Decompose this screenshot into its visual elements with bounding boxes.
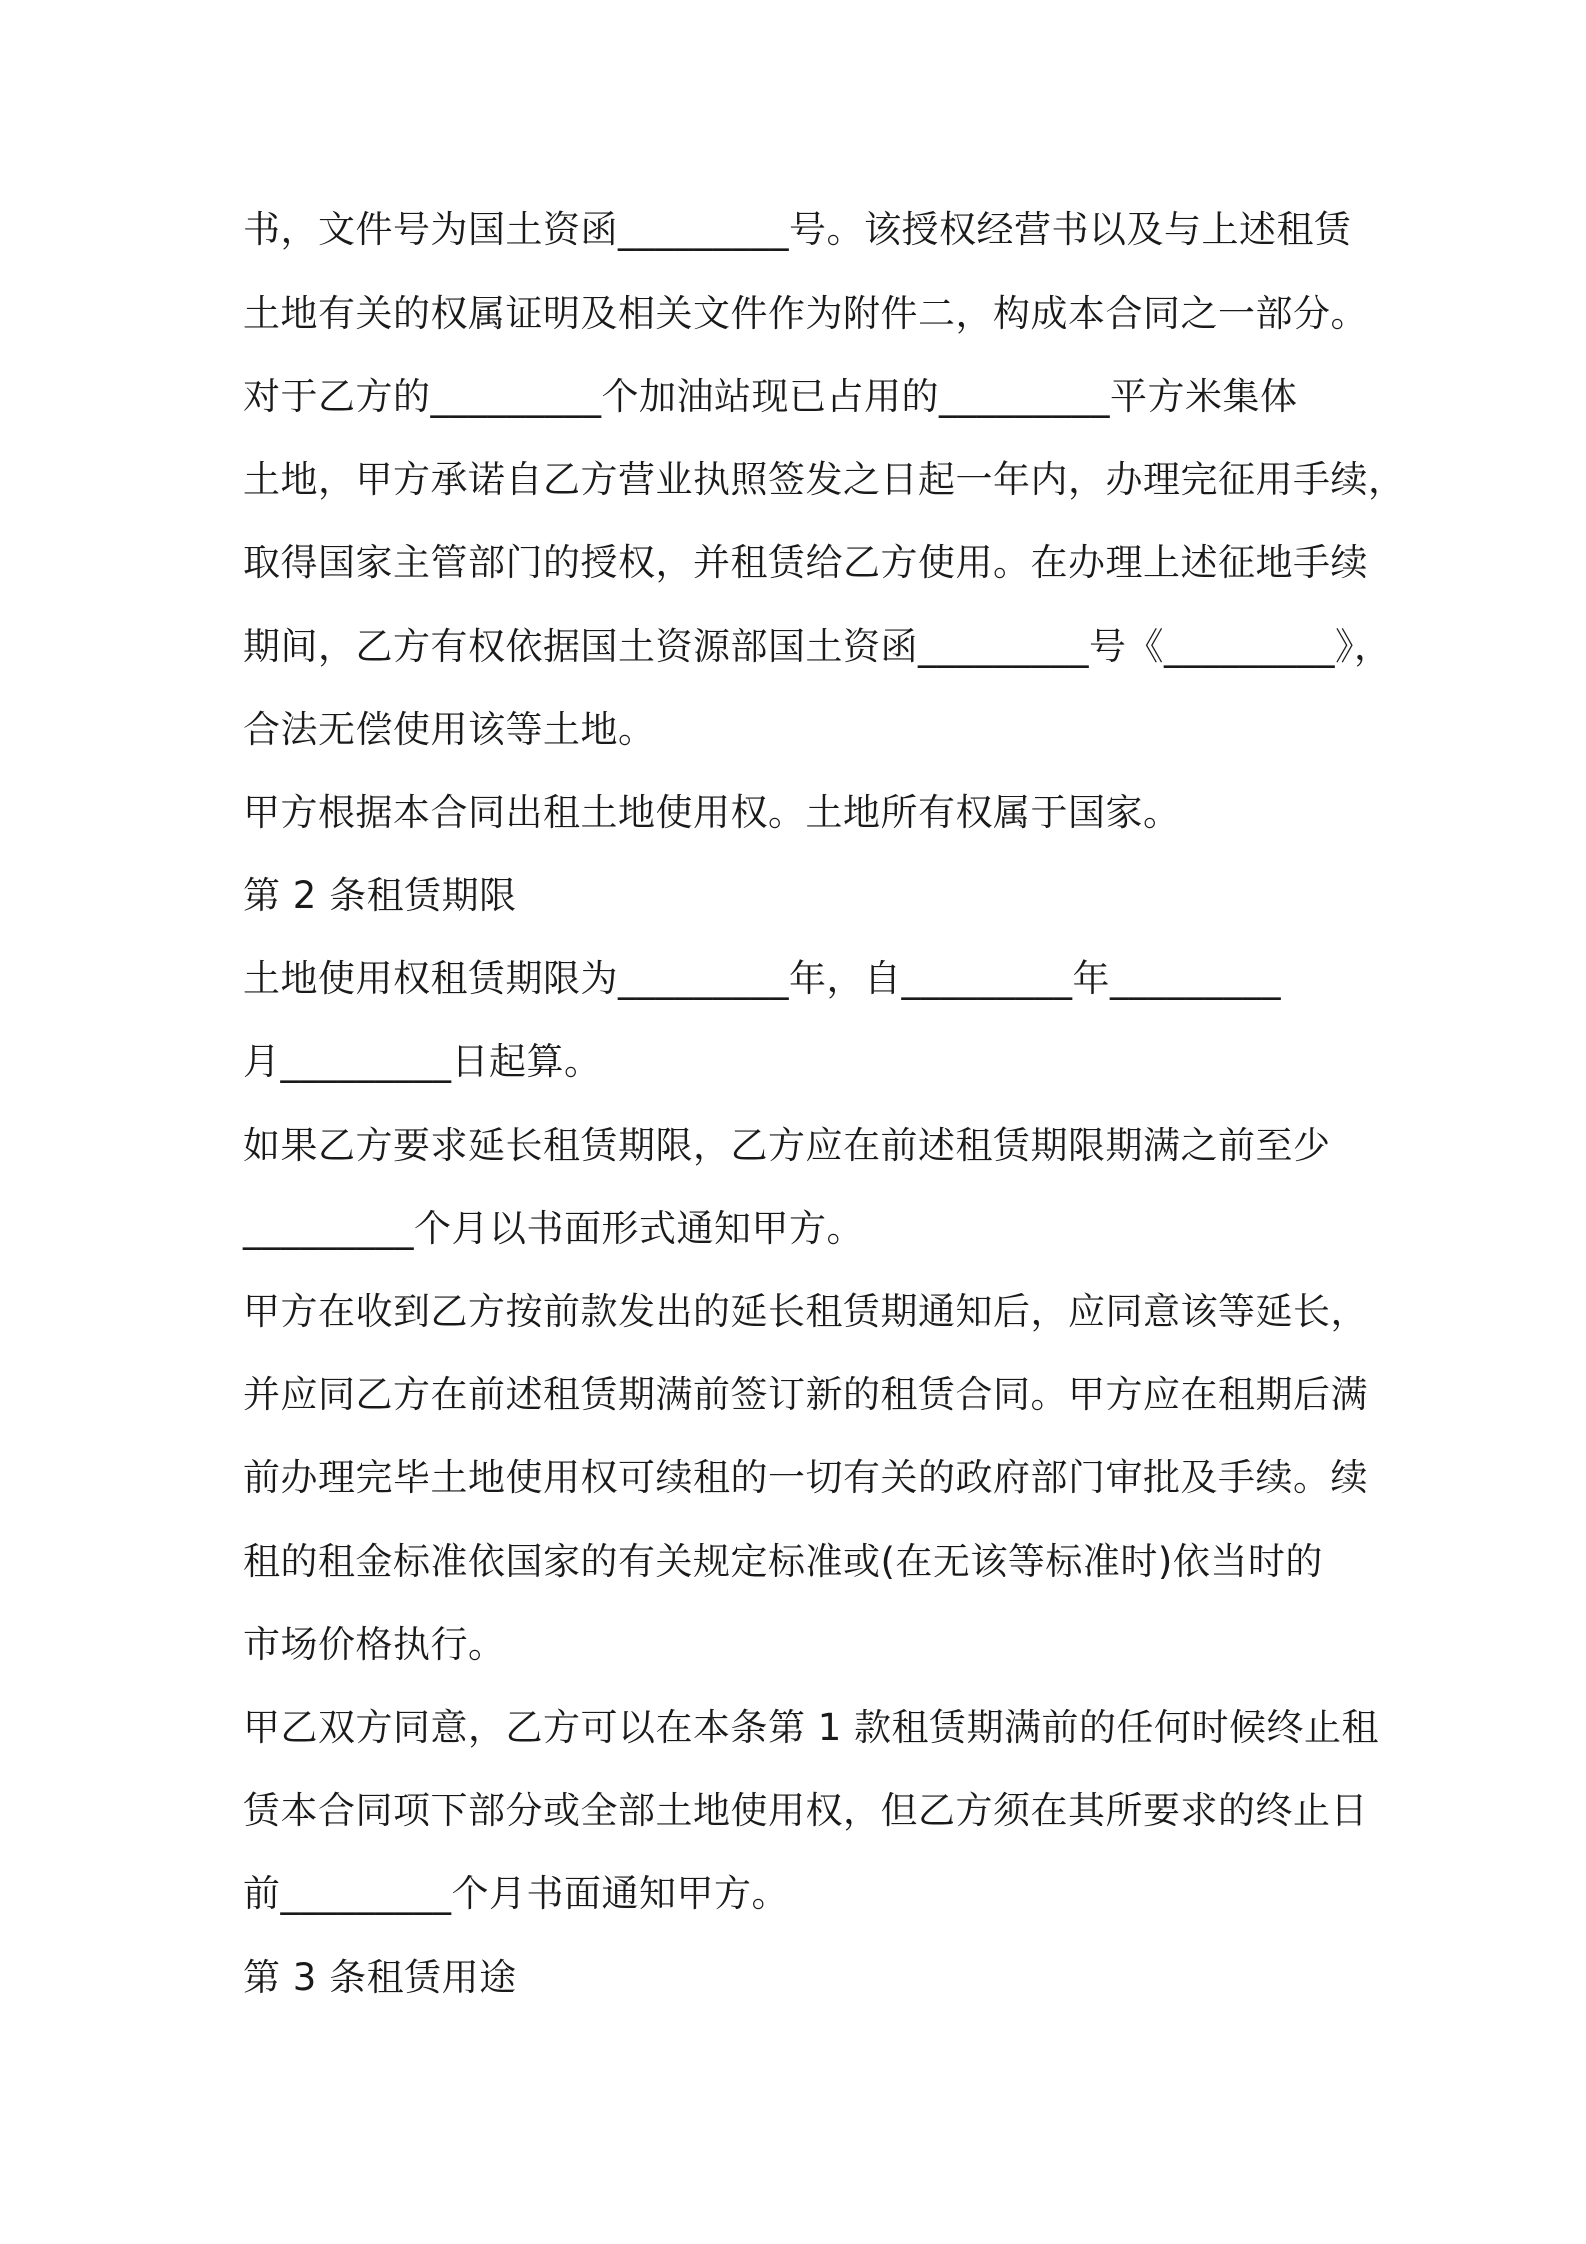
text-line: 甲方根据本合同出租土地使用权。土地所有权属于国家。 xyxy=(243,791,1181,834)
text-line: 前_________个月书面通知甲方。 xyxy=(243,1872,789,1915)
section-heading: 第 2 条租赁期限 xyxy=(243,874,517,917)
text-line: 赁本合同项下部分或全部土地使用权，但乙方须在其所要求的终止日 xyxy=(243,1789,1368,1832)
text-line: 合法无偿使用该等土地。 xyxy=(243,708,656,751)
text-line: 对于乙方的_________个加油站现已占用的_________平方米集体 xyxy=(243,375,1298,418)
text-line: 书，文件号为国土资函_________号。该授权经营书以及与上述租赁 xyxy=(243,208,1352,251)
text-line: _________个月以书面形式通知甲方。 xyxy=(243,1207,864,1250)
text-line: 取得国家主管部门的授权，并租赁给乙方使用。在办理上述征地手续 xyxy=(243,541,1368,584)
text-line: 土地有关的权属证明及相关文件作为附件二，构成本合同之一部分。 xyxy=(243,292,1368,335)
text-line: 租的租金标准依国家的有关规定标准或(在无该等标准时)依当时的 xyxy=(243,1540,1323,1583)
text-line: 月_________日起算。 xyxy=(243,1040,602,1083)
text-line: 土地，甲方承诺自乙方营业执照签发之日起一年内，办理完征用手续， xyxy=(243,458,1406,501)
text-line: 并应同乙方在前述租赁期满前签订新的租赁合同。甲方应在租期后满 xyxy=(243,1373,1368,1416)
text-line: 前办理完毕土地使用权可续租的一切有关的政府部门审批及手续。续 xyxy=(243,1456,1368,1499)
text-line: 市场价格执行。 xyxy=(243,1623,506,1666)
text-line: 如果乙方要求延长租赁期限，乙方应在前述租赁期限期满之前至少 xyxy=(243,1124,1331,1167)
text-line: 土地使用权租赁期限为_________年，自_________年_________ xyxy=(243,957,1281,1000)
text-line: 期间，乙方有权依据国土资源部国土资函_________号《_________》， xyxy=(243,625,1392,668)
section-heading: 第 3 条租赁用途 xyxy=(243,1956,517,1999)
text-line: 甲方在收到乙方按前款发出的延长租赁期通知后，应同意该等延长， xyxy=(243,1290,1368,1333)
text-line: 甲乙双方同意，乙方可以在本条第 1 款租赁期满前的任何时候终止租 xyxy=(243,1706,1380,1749)
